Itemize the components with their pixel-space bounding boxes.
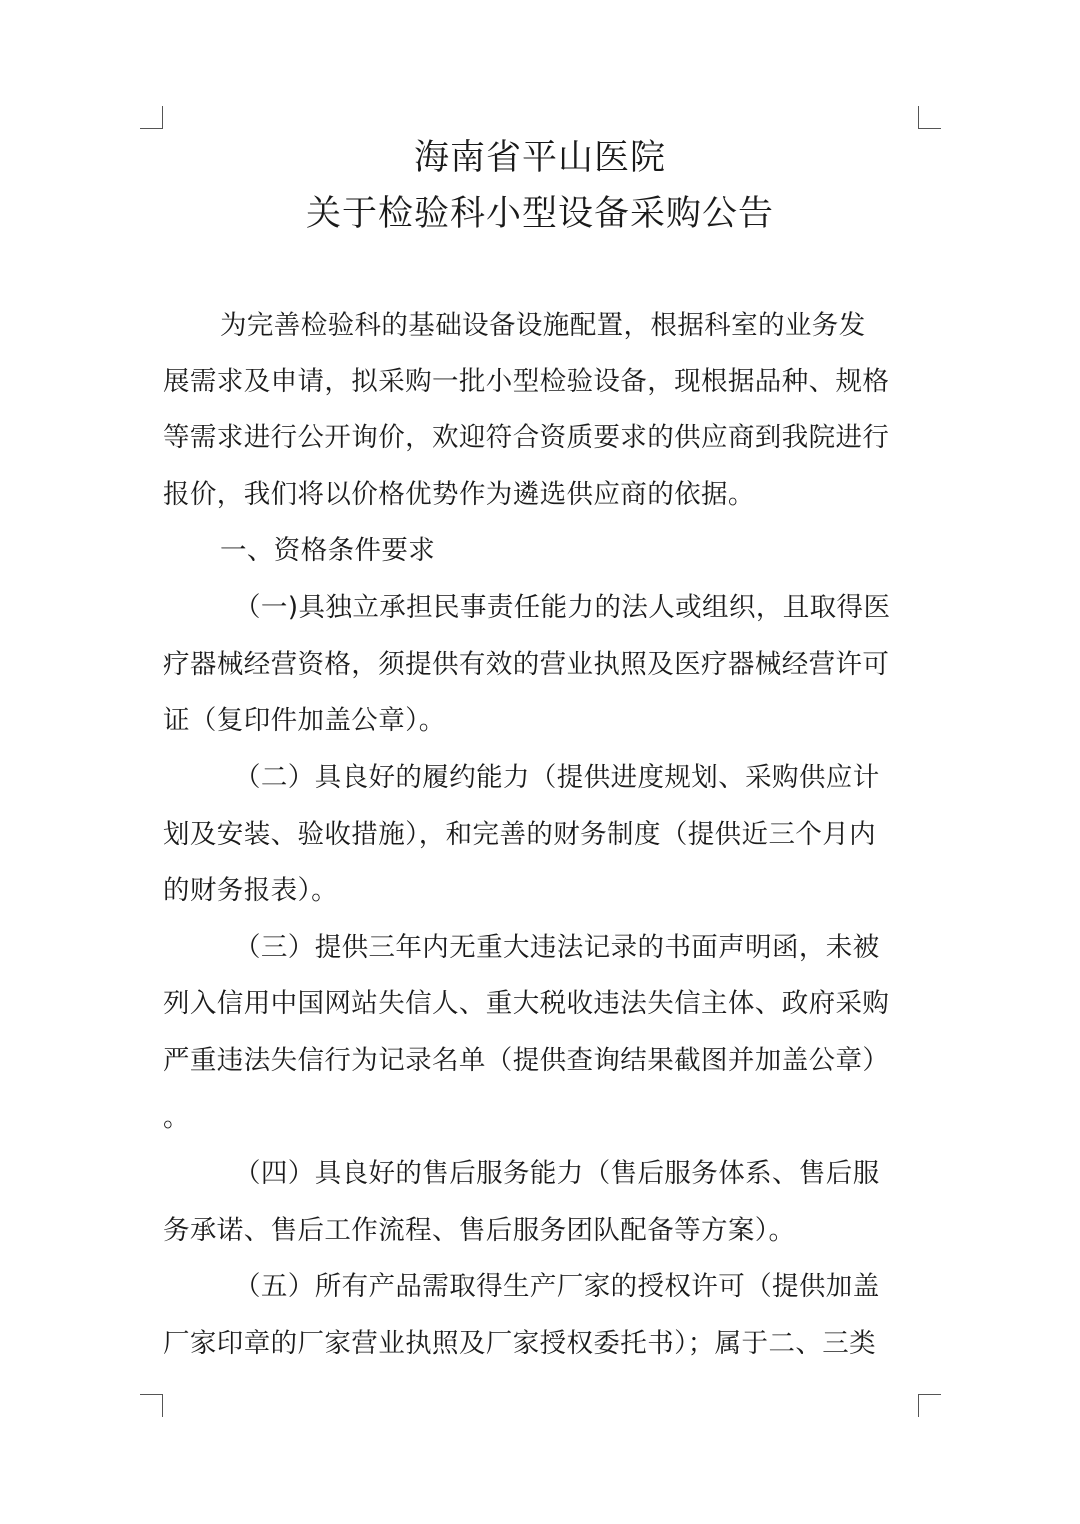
paragraph-line: 证（复印件加盖公章）。 [163,705,446,736]
paragraph-line: （五）所有产品需取得生产厂家的授权许可（提供加盖 [234,1271,880,1302]
crop-mark-top-right [918,106,941,129]
paragraph-line: 等需求进行公开询价，欢迎符合资质要求的供应商到我院进行 [163,422,890,453]
paragraph-line: （三）提供三年内无重大违法记录的书面声明函，未被 [234,932,880,963]
paragraph-line: 务承诺、售后工作流程、售后服务团队配备等方案）。 [163,1215,796,1246]
document-title-notice: 关于检验科小型设备采购公告 [305,194,774,234]
paragraph-line: （一)具独立承担民事责任能力的法人或组织，且取得医 [234,592,891,623]
crop-mark-bottom-left [140,1394,163,1417]
paragraph-line: 严重违法失信行为记录名单（提供查询结果截图并加盖公章） [163,1045,890,1076]
crop-mark-bottom-right [918,1394,941,1417]
paragraph-line: 疗器械经营资格，须提供有效的营业执照及医疗器械经营许可 [163,649,890,680]
crop-mark-top-left [140,106,163,129]
paragraph-line: 列入信用中国网站失信人、重大税收违法失信主体、政府采购 [163,988,890,1019]
paragraph-line: 的财务报表）。 [163,875,339,906]
paragraph-line: 展需求及申请，拟采购一批小型检验设备，现根据品种、规格 [163,366,890,397]
paragraph-line: 为完善检验科的基础设备设施配置，根据科室的业务发 [220,310,866,341]
paragraph-line: 划及安装、验收措施），和完善的财务制度（提供近三个月内 [163,819,877,850]
paragraph-line: 报价，我们将以价格优势作为遴选供应商的依据。 [163,479,755,510]
section-heading: 一、资格条件要求 [220,535,436,566]
paragraph-line: 厂家印章的厂家营业执照及厂家授权委托书）；属于二、三类 [163,1328,877,1359]
paragraph-line: 。 [163,1102,190,1133]
paragraph-line: （四）具良好的售后服务能力（售后服务体系、售后服 [234,1158,880,1189]
document-title-hospital: 海南省平山医院 [413,138,666,178]
paragraph-line: （二）具良好的履约能力（提供进度规划、采购供应计 [234,762,880,793]
